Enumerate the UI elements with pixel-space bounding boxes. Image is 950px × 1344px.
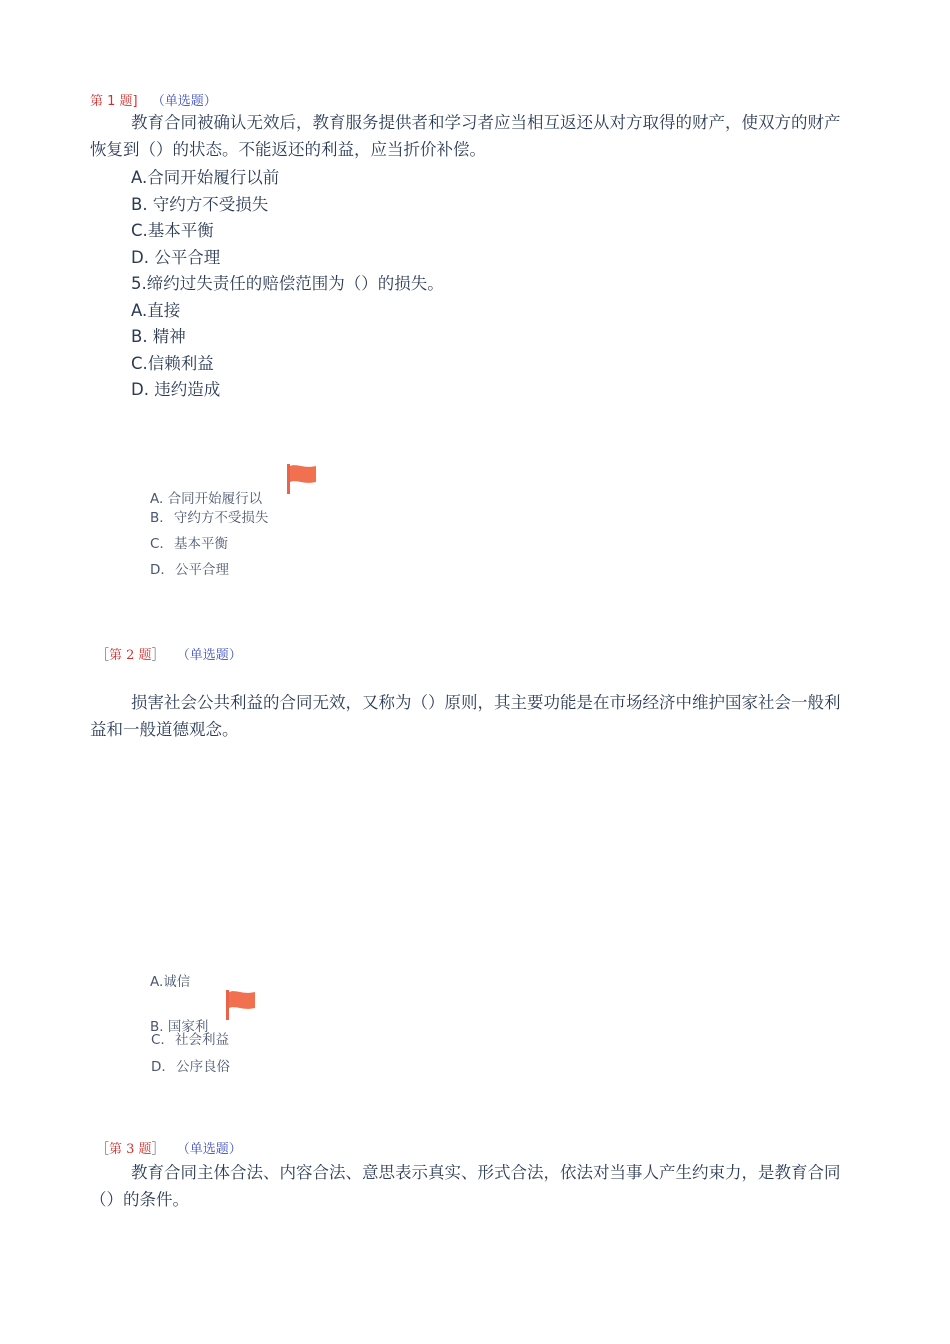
option-letter: D.: [150, 562, 165, 578]
q2-small-option-c[interactable]: [151, 1028, 229, 1048]
question-5-stem: 5.缔约过失责任的赔偿范围为（）的损失。: [131, 274, 444, 293]
option-letter: C.: [150, 536, 164, 552]
option-letter: B.: [150, 1019, 164, 1035]
option-text: 公平合理: [174, 562, 229, 578]
q1-small-option-a-clipped: [150, 484, 290, 507]
flag-icon: [285, 463, 319, 500]
q5-option-a[interactable]: A.直接: [131, 301, 181, 320]
bracket-open: ［: [96, 1142, 110, 1157]
q5-option-d[interactable]: D. 违约造成: [131, 380, 221, 399]
option-text: 国家利: [167, 1019, 209, 1035]
q2-small-option-a[interactable]: [150, 970, 190, 990]
q1-option-b[interactable]: B. 守约方不受损失: [131, 195, 269, 214]
option-text: 守约方不受损失: [173, 510, 269, 526]
option-letter: C.: [151, 1032, 165, 1048]
bracket-open: ［: [96, 648, 110, 663]
option-letter: B.: [150, 510, 164, 526]
question-1-stem: 教育合同被确认无效后，教育服务提供者和学习者应当相互返还从对方取得的财产，使双方的财产恢复到（）的状态。不能返还的利益，应当折价补偿。: [90, 113, 841, 159]
q5-option-b[interactable]: B. 精神: [131, 327, 186, 346]
bracket-close: ］: [151, 1142, 165, 1157]
option-letter: D.: [151, 1059, 166, 1075]
question-type: （单选题）: [151, 94, 217, 109]
question-3-header: [96, 1138, 242, 1157]
q5-option-c[interactable]: C.信赖利益: [131, 354, 214, 373]
option-text: 基本平衡: [174, 536, 229, 552]
bracket-close: ］: [151, 648, 165, 663]
question-2-stem: 损害社会公共利益的合同无效，又称为（）原则，其主要功能是在市场经济中维护国家社会一般利益和一般道德观念。: [90, 693, 841, 739]
q1-option-c[interactable]: C.基本平衡: [131, 221, 214, 240]
option-letter: A.: [150, 974, 164, 990]
q1-option-a[interactable]: A.合同开始履行以前: [131, 168, 280, 187]
flag-icon: [224, 989, 258, 1026]
question-number: 第 3 题: [109, 1142, 152, 1157]
option-text: 合同开始履行以: [167, 491, 263, 507]
option-text: 社会利益: [175, 1032, 230, 1048]
option-letter: A.: [150, 491, 164, 507]
option-text: 公序良俗: [175, 1059, 230, 1075]
question-2-header: [96, 644, 242, 663]
question-3-stem: 教育合同主体合法、内容合法、意思表示真实、形式合法，依法对当事人产生约束力，是教育合同（）的条件。: [90, 1163, 841, 1209]
question-number: 第 2 题: [109, 648, 152, 663]
q1-small-option-b[interactable]: [150, 506, 268, 526]
q1-small-option-d[interactable]: [150, 558, 229, 578]
question-1-header: [90, 90, 217, 109]
option-text: 诚信: [163, 974, 191, 990]
question-type: （单选题）: [176, 1142, 242, 1157]
q2-small-option-d[interactable]: [151, 1055, 230, 1075]
q2-small-option-b-clipped: [150, 1012, 230, 1035]
question-type: （单选题）: [176, 648, 242, 663]
question-number: 第 1 题]: [90, 94, 138, 109]
q1-option-d[interactable]: D. 公平合理: [131, 248, 221, 267]
q1-small-option-c[interactable]: [150, 532, 228, 552]
